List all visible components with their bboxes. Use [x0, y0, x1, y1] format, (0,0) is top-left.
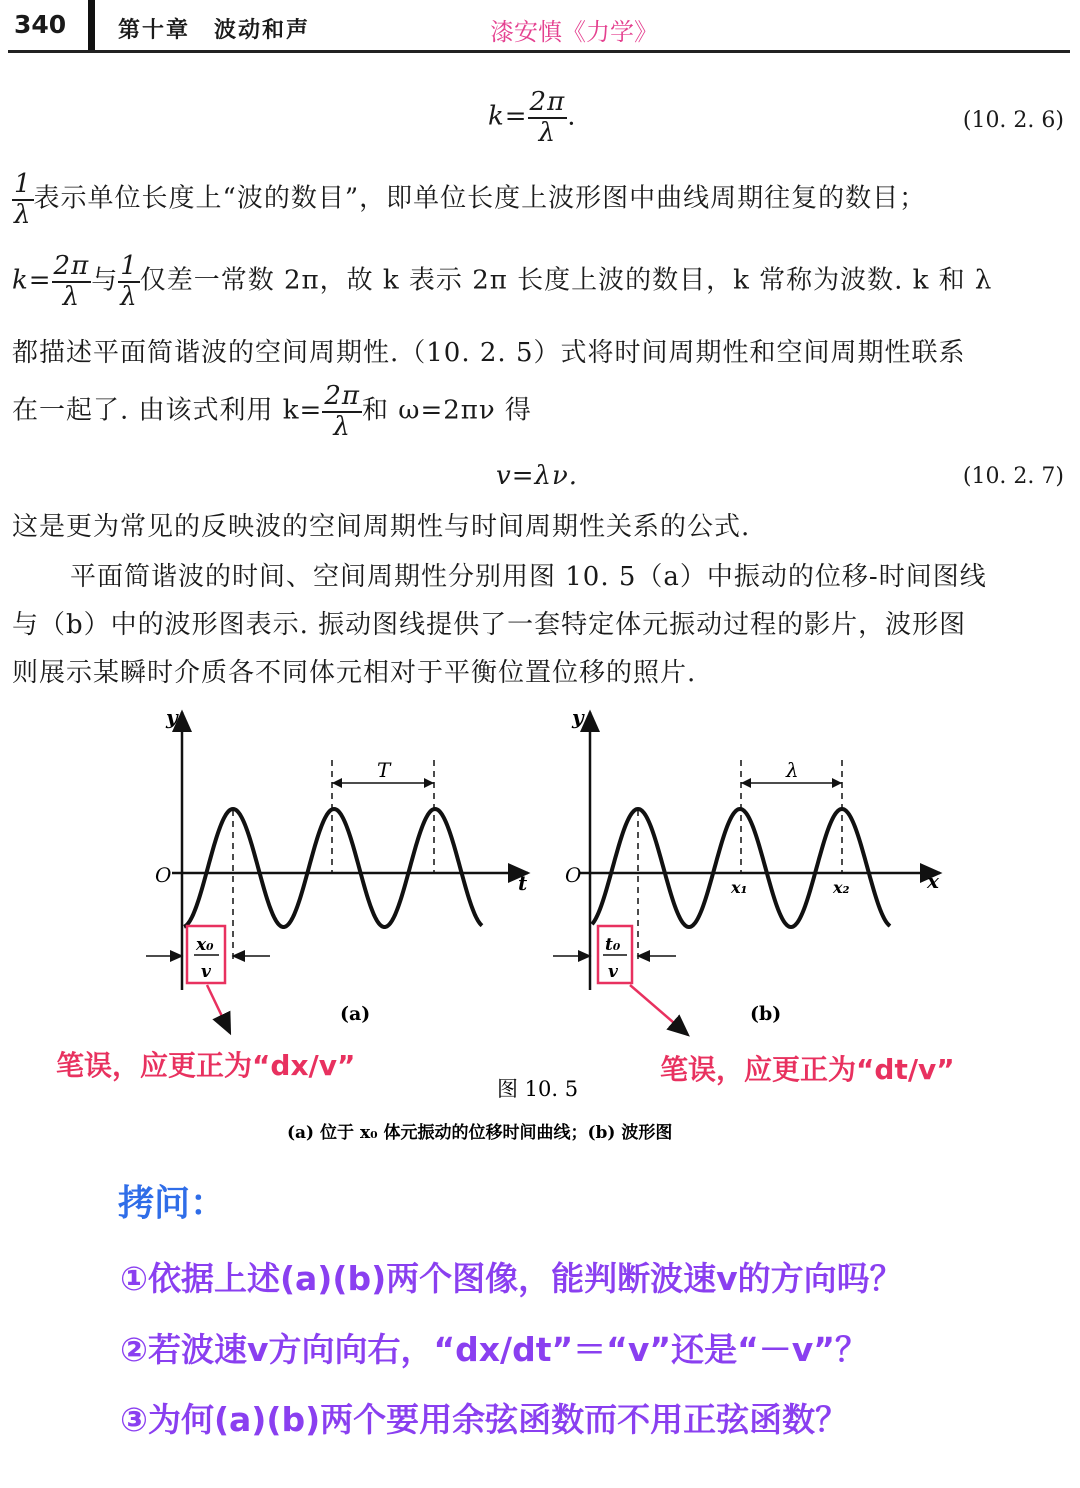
paragraph-figure-intro-3: 则展示某瞬时介质各不同体元相对于平衡位置位移的照片.: [12, 658, 697, 688]
annotation-a-correction: 笔误，应更正为“dx/v”: [56, 1049, 356, 1082]
panel-a: [146, 705, 528, 1033]
paragraph-figure-intro-1: 平面简谐波的时间、空间周期性分别用图 10. 5（a）中振动的位移-时间图线: [70, 562, 987, 592]
paragraph-wave-number: k= $\frac{2\pi}{\lambda}$ 与 $\frac{1}{\lambda}$ 仅差一常数 2π，故 k 表示 2π 长度上波的数目，k 常称为波数. k 和 λ: [12, 251, 993, 312]
question-2: ②若波速v方向向右，“dx/dt”＝“v”还是“－v”？: [120, 1330, 868, 1369]
panel-b: [553, 705, 940, 1035]
figure-title: 图 10. 5: [497, 1077, 579, 1101]
book-tag: 漆安慎《力学》: [490, 18, 658, 46]
a-x-label: t: [518, 871, 528, 895]
b-sub-label: (b): [750, 1003, 782, 1025]
b-wavelength-label: λ: [786, 758, 799, 782]
b-x2-label: x₂: [833, 878, 850, 897]
b-origin-label: O: [565, 863, 582, 887]
equation-number-10-2-6: (10. 2. 6): [962, 108, 1064, 133]
equation-number-10-2-7: (10. 2. 7): [962, 464, 1064, 489]
paragraph-wave-count: $\frac{1}{\lambda}$ 表示单位长度上“波的数目”，即单位长度上波形图中曲线周期往复的数目；: [14, 169, 927, 230]
a-oscillation-curve: [184, 809, 482, 927]
header-divider: [88, 0, 95, 52]
b-y-label: y: [572, 705, 584, 729]
a-box-num: x₀: [196, 935, 214, 955]
a-y-label: y: [166, 705, 178, 729]
b-box-den: v: [608, 962, 618, 982]
b-x-label: x: [927, 869, 939, 893]
chapter-title: 第十章 波动和声: [118, 17, 311, 43]
a-period-label: T: [377, 758, 391, 782]
a-annotation-arrow: [207, 985, 230, 1033]
b-box-num: t₀: [605, 935, 621, 955]
figure-caption: (a) 位于 x₀ 体元振动的位移时间曲线；(b) 波形图: [287, 1123, 673, 1143]
a-origin-label: O: [155, 863, 172, 887]
page-header: [0, 0, 1080, 56]
figure-10-5: [0, 700, 1080, 1160]
a-sub-label: (a): [340, 1003, 371, 1025]
equation-10-2-7: v=λν.: [496, 461, 579, 491]
question-3: ③为何(a)(b)两个要用余弦函数而不用正弦函数？: [120, 1400, 849, 1439]
b-x1-label: x₁: [731, 878, 748, 897]
a-box-den: v: [201, 962, 211, 982]
header-rule: [8, 50, 1070, 53]
paragraph-figure-intro-2: 与（b）中的波形图表示. 振动图线提供了一套特定体元振动过程的影片，波形图: [12, 610, 967, 640]
equation-10-2-6: k= $\frac{2\pi}{\lambda}$ .: [488, 87, 577, 148]
b-annotation-arrow: [630, 985, 688, 1035]
paragraph-derivation: 在一起了. 由该式利用 k= $\frac{2\pi}{\lambda}$ 和 ω=2πν 得: [12, 381, 532, 442]
page-number: 340: [14, 10, 67, 39]
question-1: ①依据上述(a)(b)两个图像，能判断波速v的方向吗？: [120, 1259, 903, 1298]
paragraph-spatial-periodicity: 都描述平面简谐波的空间周期性.（10. 2. 5）式将时间周期性和空间周期性联系: [12, 338, 966, 368]
questions-heading: 拷问：: [118, 1183, 227, 1224]
annotation-b-correction: 笔误，应更正为“dt/v”: [660, 1053, 955, 1086]
paragraph-common-formula: 这是更为常见的反映波的空间周期性与时间周期性关系的公式.: [12, 512, 751, 542]
